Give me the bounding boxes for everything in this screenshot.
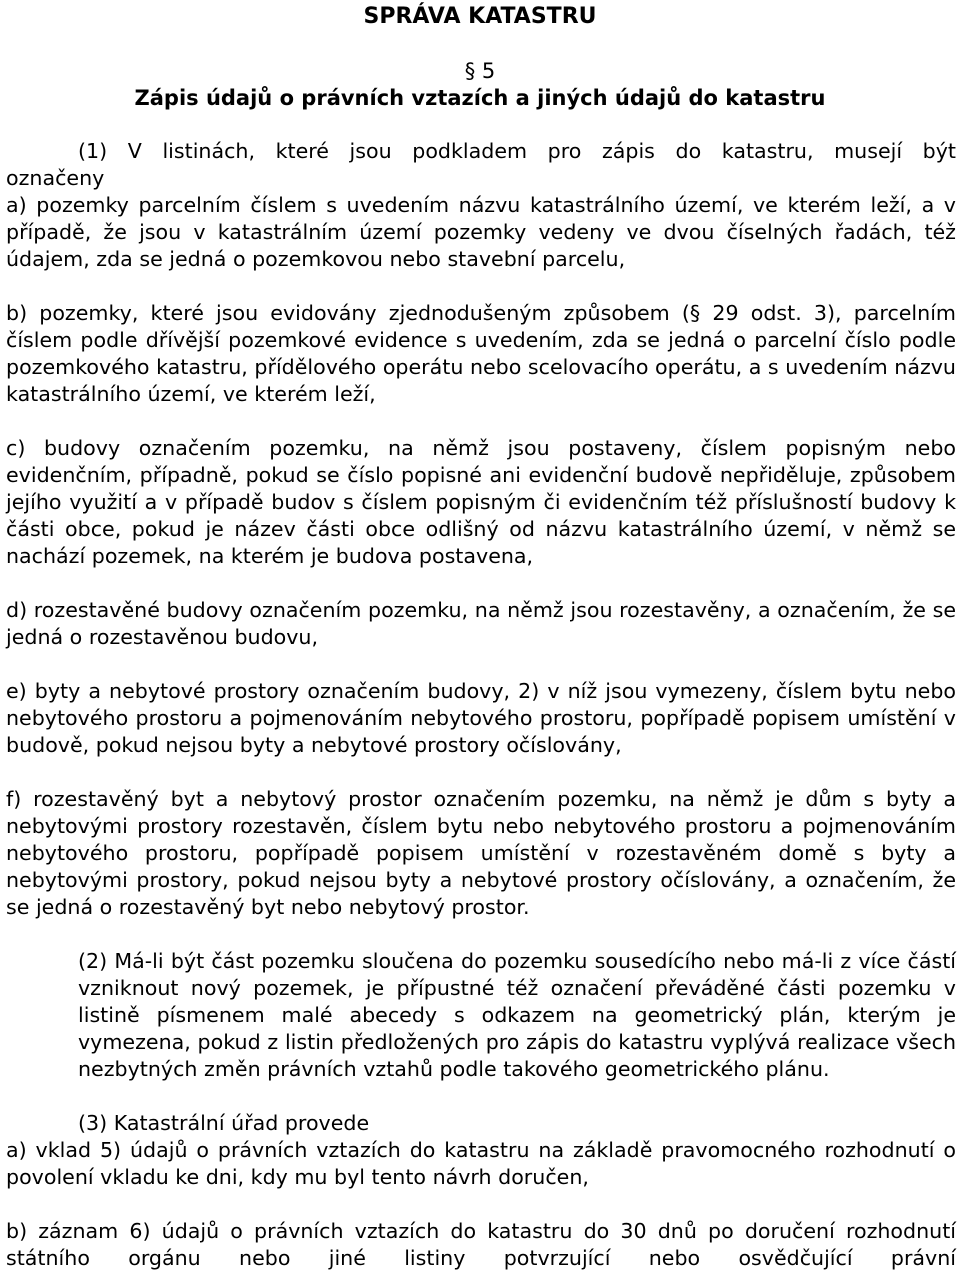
item-c: c) budovy označením pozemku, na němž jsou postaveny, číslem popisným nebo evidenčním, případně, pokud se číslo popisné ani evidenční budově nepřiděluje, způsobem jejího využití a v případě budov s číslem popisným či evidenčním též příslušností budovy k části obce, pokud je název části obce odlišný od názvu katastrálního území, v němž se nachází pozemek, na kterém je budova postavena, — [6, 436, 956, 568]
section-number: § 5 — [464, 59, 496, 83]
section-title: Zápis údajů o právních vztazích a jiných údajů do katastru — [134, 86, 826, 110]
paragraph-2: (2) Má-li být část pozemku sloučena do pozemku sousedícího nebo má-li z více částí vzniknout nový pozemek, je přípustné též označení převáděné části pozemku v listině písmenem malé abecedy s odkazem na geometrický plán, kterým je vymezena, pokud z listin předložených pro zápis do katastru vyplývá realizace všech nezbytných změn právních vztahů podle takového geometrického plánu. — [78, 949, 956, 1081]
item-d: d) rozestavěné budovy označením pozemku, na němž jsou rozestavěny, a označením, že se jedná o rozestavěnou budovu, — [6, 598, 956, 649]
paragraph-3-intro: (3) Katastrální úřad provede — [78, 1111, 370, 1135]
paragraph-3-item-a: a) vklad 5) údajů o právních vztazích do katastru na základě pravomocného rozhodnutí o povolení vkladu ke dni, kdy mu byl tento návrh doručen, — [6, 1138, 956, 1189]
paragraph-1-intro: (1) V listinách, které jsou podkladem pro zápis do katastru, musejí být — [78, 139, 956, 163]
paragraph-3-item-b: b) záznam 6) údajů o právních vztazích do katastru do 30 dnů po doručení rozhodnutí státního orgánu nebo jiné listiny potvrzující nebo osvědčující právní — [6, 1219, 956, 1270]
item-f: f) rozestavěný byt a nebytový prostor označením pozemku, na němž je dům s byty a nebytovými prostory rozestavěn, číslem bytu nebo nebytového prostoru a pojmenováním nebytového prostoru, popřípadě popisem umístění v rozestavěném domě s byty a nebytovými prostory, pokud nejsou byty a nebytové prostory očíslovány, a označením, že se jedná o rozestavěný byt nebo nebytový prostor. — [6, 787, 956, 919]
item-e: e) byty a nebytové prostory označením budovy, 2) v níž jsou vymezeny, číslem bytu nebo nebytového prostoru a pojmenováním nebytového prostoru, popřípadě popisem umístění v budově, pokud nejsou byty a nebytové prostory očíslovány, — [6, 679, 956, 757]
document-heading: SPRÁVA KATASTRU — [363, 4, 597, 29]
item-b: b) pozemky, které jsou evidovány zjednodušeným způsobem (§ 29 odst. 3), parcelním číslem podle dřívější pozemkové evidence s uvedením, zda se jedná o parcelní číslo podle pozemkového katastru, přídělového operátu nebo scelovacího operátu, a s uvedením názvu katastrálního území, ve kterém leží, — [6, 301, 956, 406]
document-body — [6, 138, 956, 1272]
paragraph-1-continuation: označeny — [6, 166, 105, 190]
item-a: a) pozemky parcelním číslem s uvedením názvu katastrálního území, ve kterém leží, a v případě, že jsou v katastrálním území pozemky vedeny ve dvou číselných řadách, též údajem, zda se jedná o pozemkovou nebo stavební parcelu, — [6, 193, 956, 271]
